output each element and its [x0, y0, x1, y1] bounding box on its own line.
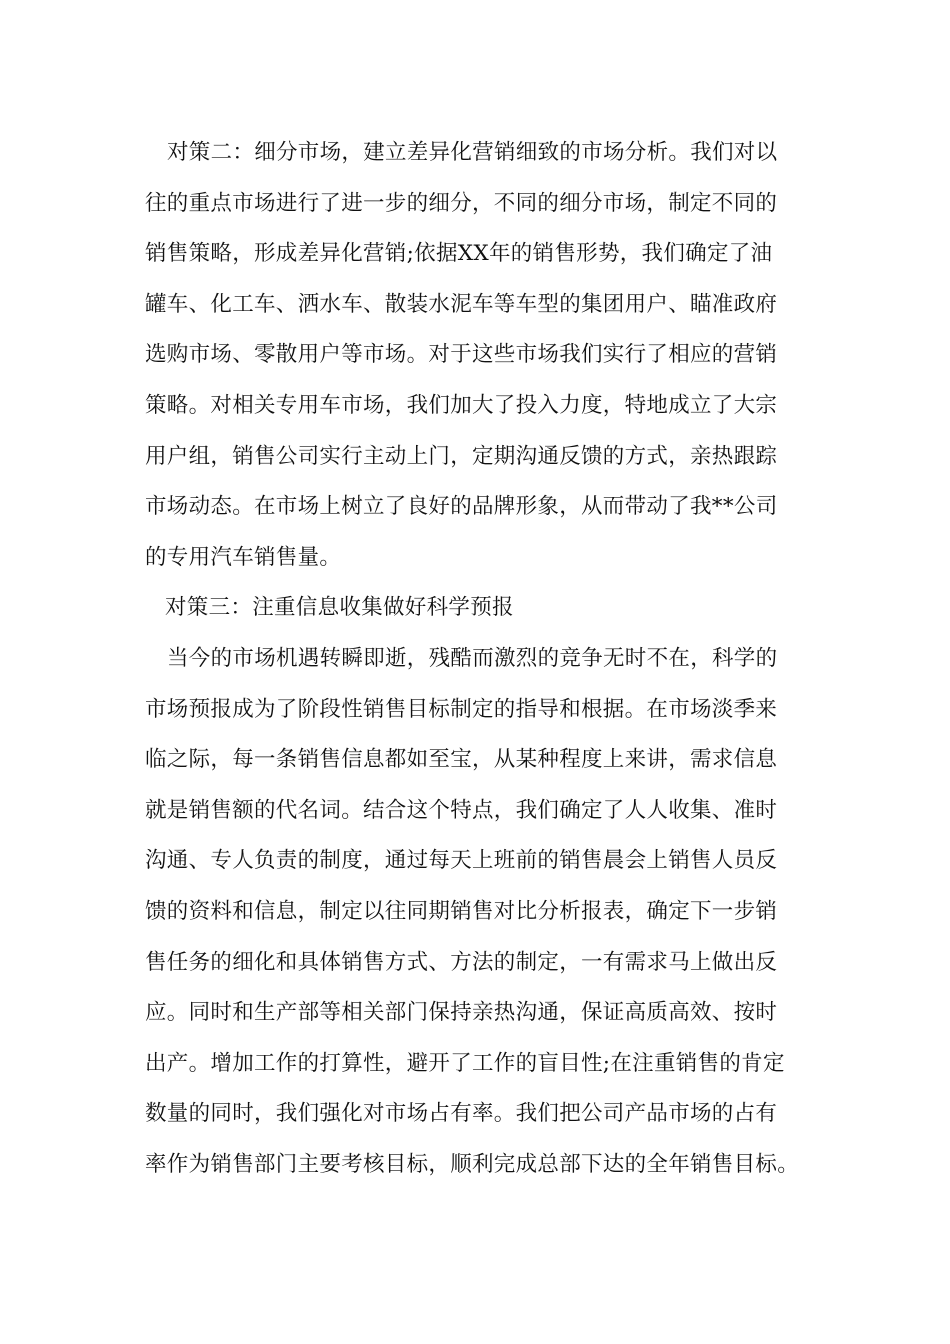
paragraph-strategy-three — [145, 634, 825, 1191]
text-line: 往的重点市场进行了进一步的细分，不同的细分市场，制定不同的 — [145, 190, 778, 216]
heading-strategy-three: 对策三：注重信息收集做好科学预报 — [165, 595, 514, 621]
paragraph-strategy-two — [145, 128, 825, 583]
text-line: 用户组，销售公司实行主动上门，定期沟通反馈的方式，亲热跟踪 — [145, 443, 778, 469]
text-line: 对策二：细分市场，建立差异化营销细致的市场分析。我们对以 — [167, 140, 778, 165]
text-line: 选购市场、零散用户等市场。对于这些市场我们实行了相应的营销 — [145, 342, 778, 368]
text-line: 数量的同时，我们强化对市场占有率。我们把公司产品市场的占有 — [145, 1101, 778, 1127]
text-line: 罐车、化工车、洒水车、散装水泥车等车型的集团用户、瞄准政府 — [145, 291, 778, 317]
document-body — [145, 128, 825, 1190]
text-line: 市场预报成为了阶段性销售目标制定的指导和根据。在市场淡季来 — [145, 696, 778, 722]
text-line: 策略。对相关专用车市场，我们加大了投入力度，特地成立了大宗 — [145, 392, 778, 418]
text-line: 应。同时和生产部等相关部门保持亲热沟通，保证高质高效、按时 — [145, 1000, 778, 1026]
text-line: 销售策略，形成差异化营销;依据XX年的销售形势，我们确定了油 — [145, 241, 773, 267]
text-line: 售任务的细化和具体销售方式、方法的制定，一有需求马上做出反 — [145, 949, 778, 975]
text-line: 出产。增加工作的打算性，避开了工作的盲目性;在注重销售的肯定 — [145, 1050, 785, 1076]
text-line: 率作为销售部门主要考核目标，顺利完成总部下达的全年销售目标。 — [145, 1151, 800, 1177]
text-line: 的专用汽车销售量。 — [145, 544, 342, 570]
text-line: 沟通、专人负责的制度，通过每天上班前的销售晨会上销售人员反 — [145, 848, 778, 874]
text-line: 市场动态。在市场上树立了良好的品牌形象，从而带动了我**公司 — [145, 494, 778, 520]
text-line: 临之际，每一条销售信息都如至宝，从某种程度上来讲，需求信息 — [145, 747, 778, 773]
text-line: 当今的市场机遇转瞬即逝，残酷而激烈的竞争无时不在，科学的 — [167, 645, 778, 671]
text-line: 就是销售额的代名词。结合这个特点，我们确定了人人收集、准时 — [145, 797, 778, 823]
text-line: 馈的资料和信息，制定以往同期销售对比分析报表，确定下一步销 — [145, 898, 778, 924]
